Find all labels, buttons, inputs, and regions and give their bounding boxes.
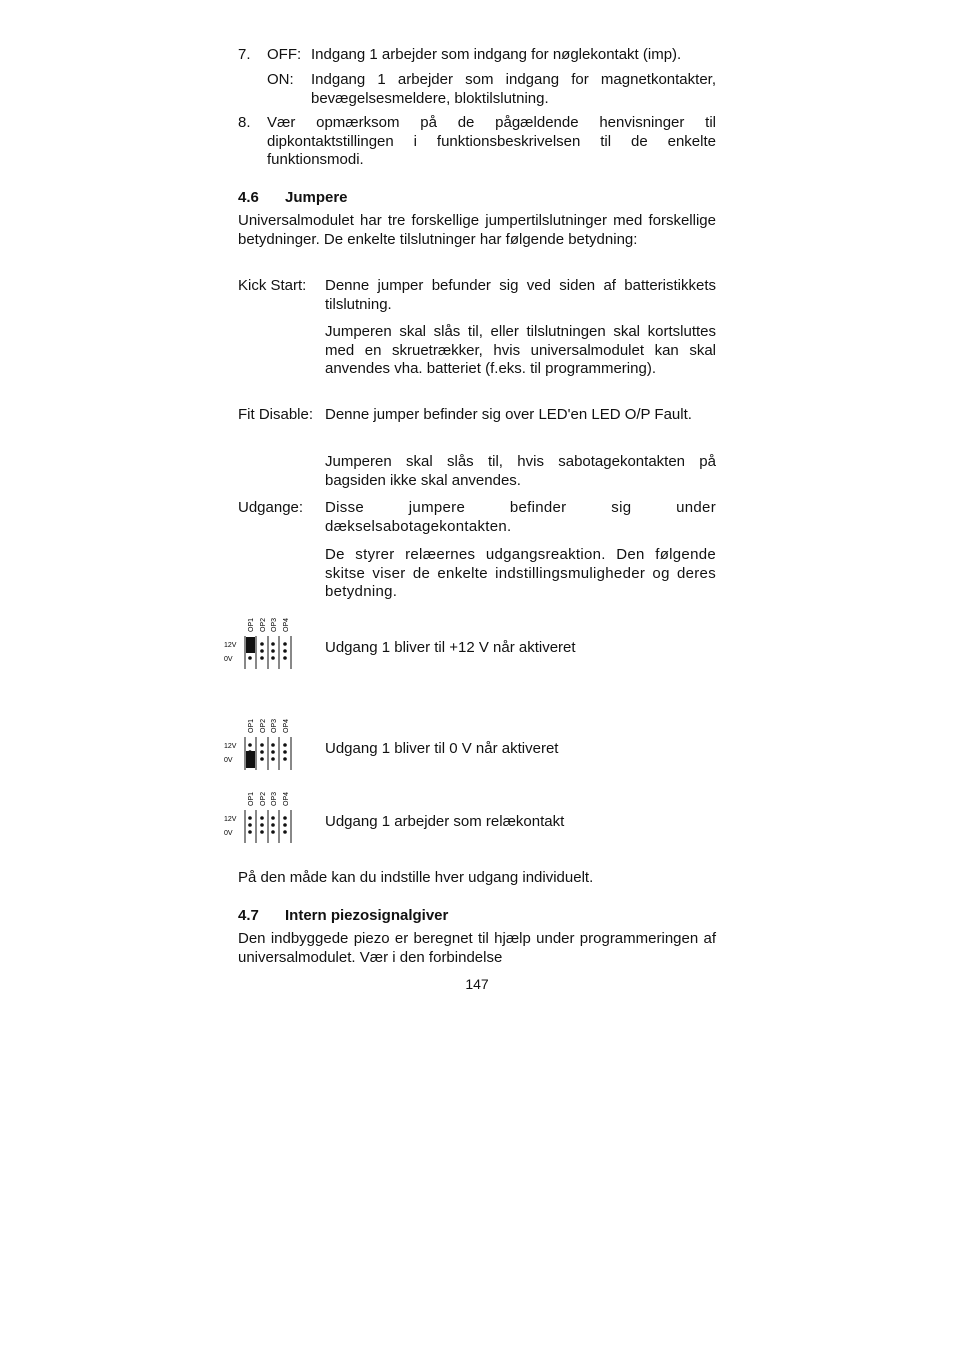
- jumper-pin: [248, 656, 252, 660]
- jumper-pin: [283, 750, 287, 754]
- fit-disable-desc-2: Jumperen skal slås til, hvis sabotagekontakten på bagsiden ikke skal anvendes.: [325, 453, 716, 489]
- column-label-op3: OP3: [271, 791, 278, 806]
- jumper-pin: [248, 743, 252, 747]
- jumper-pin: [283, 642, 287, 646]
- jumper-block: [246, 637, 255, 653]
- section-heading-4-7: [238, 907, 448, 924]
- jumper-diagram-relay: [222, 786, 302, 846]
- udgange-desc-2: De styrer relæernes udgangsreaktion. Den følgende skitse viser de enkelte indstillingsmuligheder og deres betydning.: [325, 546, 716, 600]
- column-label-op3: OP3: [271, 718, 278, 733]
- section-title: Intern piezosignalgiver: [285, 907, 449, 924]
- column-label-op2: OP2: [260, 718, 267, 733]
- diagram-caption-12v: Udgang 1 bliver til +12 V når aktiveret: [325, 639, 576, 656]
- jumper-pin: [283, 757, 287, 761]
- list7-on-text: Indgang 1 arbejder som indgang for magnetkontakter, bevægelsesmeldere, bloktilslutning.: [311, 71, 716, 107]
- column-label-op1: OP1: [248, 617, 255, 632]
- jumper-pin: [248, 816, 252, 820]
- jumper-pin: [271, 649, 275, 653]
- term-kick-start: Kick Start:: [238, 277, 307, 294]
- term-fit-disable: Fit Disable:: [238, 406, 314, 423]
- jumper-pin: [271, 823, 275, 827]
- column-label-op1: OP1: [248, 791, 255, 806]
- section46-intro: Universalmodulet har tre forskellige jumpertilslutninger med forskellige betydninger. De enkelte tilslutninger har følgende betydning:: [238, 212, 716, 248]
- closing-text: På den måde kan du indstille hver udgang individuelt.: [238, 869, 594, 886]
- jumper-pin: [260, 823, 264, 827]
- column-label-op1: OP1: [248, 718, 255, 733]
- row-label-top: 12V: [224, 642, 237, 649]
- jumper-pin: [283, 656, 287, 660]
- section47-text: Den indbyggede piezo er beregnet til hjælp under programmeringen af universalmodulet. Vær i den forbindelse: [238, 930, 716, 966]
- jumper-pin: [283, 649, 287, 653]
- jumper-pin: [283, 816, 287, 820]
- list7-off-text: Indgang 1 arbejder som indgang for nøglekontakt (imp).: [311, 46, 682, 63]
- column-label-op2: OP2: [260, 617, 267, 632]
- jumper-pin: [271, 642, 275, 646]
- row-label-bottom: 0V: [224, 656, 233, 663]
- diagram-caption-0v: Udgang 1 bliver til 0 V når aktiveret: [325, 740, 559, 757]
- section-heading-4-6: [238, 189, 348, 206]
- jumper-pin: [260, 816, 264, 820]
- list-number-8: 8.: [238, 114, 251, 131]
- column-label-op3: OP3: [271, 617, 278, 632]
- column-label-op4: OP4: [283, 791, 290, 806]
- jumper-pin: [260, 757, 264, 761]
- jumper-pin: [248, 823, 252, 827]
- jumper-pin: [260, 743, 264, 747]
- kick-start-desc-2: Jumperen skal slås til, eller tilslutningen skal kortsluttes med en skruetrækker, hvis universalmodulet kan skal anvendes vha. batteriet (f.eks. til programmering).: [325, 323, 716, 377]
- jumper-pin: [260, 649, 264, 653]
- jumper-pin: [271, 830, 275, 834]
- jumper-pin: [260, 750, 264, 754]
- list7-off-label: OFF:: [267, 46, 302, 63]
- jumper-diagram-12v: [222, 612, 302, 672]
- section-number: 4.6: [238, 189, 259, 206]
- jumper-block: [246, 751, 255, 768]
- jumper-pin: [271, 816, 275, 820]
- section-number: 4.7: [238, 907, 259, 924]
- list7-on-label: ON:: [267, 71, 294, 88]
- jumper-pin: [260, 830, 264, 834]
- jumper-diagram-0v: [222, 713, 302, 773]
- row-label-bottom: 0V: [224, 830, 233, 837]
- diagram-caption-relay: Udgang 1 arbejder som relækontakt: [325, 813, 565, 830]
- jumper-pin: [248, 830, 252, 834]
- page-number: 147: [465, 976, 489, 992]
- jumper-pin: [271, 757, 275, 761]
- jumper-pin: [271, 750, 275, 754]
- row-label-bottom: 0V: [224, 757, 233, 764]
- term-udgange: Udgange:: [238, 499, 304, 516]
- column-label-op4: OP4: [283, 718, 290, 733]
- row-label-top: 12V: [224, 816, 237, 823]
- column-label-op4: OP4: [283, 617, 290, 632]
- column-label-op2: OP2: [260, 791, 267, 806]
- jumper-pin: [283, 830, 287, 834]
- list-number-7: 7.: [238, 46, 251, 63]
- row-label-top: 12V: [224, 743, 237, 750]
- fit-disable-desc-1: Denne jumper befinder sig over LED'en LED O/P Fault.: [325, 406, 692, 423]
- jumper-pin: [283, 743, 287, 747]
- jumper-pin: [271, 656, 275, 660]
- jumper-pin: [260, 656, 264, 660]
- jumper-pin: [283, 823, 287, 827]
- kick-start-desc-1: Denne jumper befunder sig ved siden af batteristikkets tilslutning.: [325, 277, 716, 313]
- section-title: Jumpere: [285, 189, 348, 206]
- jumper-pin: [271, 743, 275, 747]
- jumper-pin: [260, 642, 264, 646]
- udgange-desc-1: Disse jumpere befinder sig under dækselsabotagekontakten.: [325, 499, 716, 535]
- list8-text: Vær opmærksom på de pågældende henvisninger til dipkontaktstillingen i funktionsbeskrivelsen til de enkelte funktionsmodi.: [267, 114, 716, 168]
